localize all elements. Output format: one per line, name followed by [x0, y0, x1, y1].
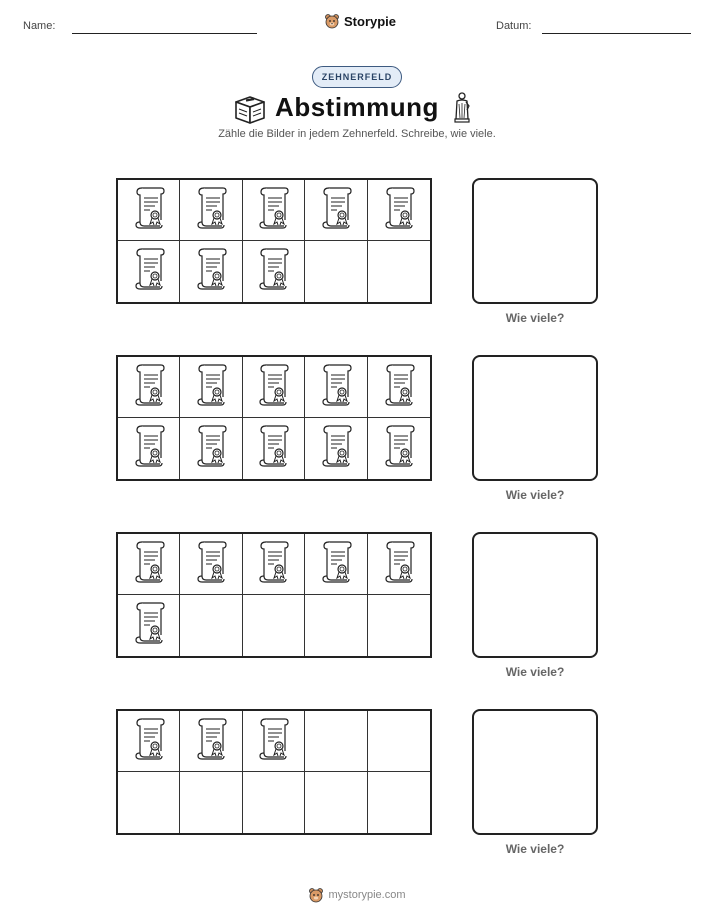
ten-frame-cell [368, 711, 430, 772]
bear-icon [324, 13, 340, 29]
scroll-certificate-icon [318, 363, 354, 412]
ten-frame-cell [180, 180, 242, 241]
ten-frame-cell [180, 772, 242, 833]
ten-frame-cell [368, 772, 430, 833]
ten-frame-cell [180, 711, 242, 772]
answer-box[interactable] [472, 178, 598, 304]
answer-box[interactable] [472, 709, 598, 835]
ten-frame-cell [368, 595, 430, 656]
ten-frame-cell [243, 711, 305, 772]
scroll-certificate-icon [381, 186, 417, 235]
scroll-certificate-icon [255, 186, 291, 235]
ten-frame-cell [305, 772, 367, 833]
ten-frame [116, 355, 432, 481]
scroll-certificate-icon [193, 424, 229, 473]
scroll-certificate-icon [318, 540, 354, 589]
ten-frame-cell [243, 357, 305, 418]
ten-frame-cell [118, 772, 180, 833]
scroll-certificate-icon [381, 363, 417, 412]
ten-frame-cell [243, 772, 305, 833]
ten-frame-cell [368, 418, 430, 479]
scroll-certificate-icon [255, 540, 291, 589]
scroll-certificate-icon [131, 363, 167, 412]
scroll-certificate-icon [318, 424, 354, 473]
ten-frame-cell [118, 241, 180, 302]
ten-frame-cell [180, 418, 242, 479]
ten-frame-cell [118, 534, 180, 595]
scroll-certificate-icon [193, 186, 229, 235]
ten-frame-cell [180, 595, 242, 656]
ten-frame-cell [118, 180, 180, 241]
title-row [0, 92, 714, 126]
scroll-certificate-icon [131, 601, 167, 650]
ten-frame-cell [305, 711, 367, 772]
scroll-certificate-icon [131, 424, 167, 473]
brand-name: Storypie [344, 13, 397, 29]
ten-frame-cell [305, 534, 367, 595]
scroll-certificate-icon [131, 540, 167, 589]
answer-label: Wie viele? [505, 311, 565, 325]
ten-frame [116, 178, 432, 304]
name-line[interactable] [72, 33, 257, 34]
scroll-certificate-icon [193, 717, 229, 766]
date-line[interactable] [542, 33, 691, 34]
ten-frame-cell [305, 241, 367, 302]
answer-label: Wie viele? [505, 665, 565, 679]
scroll-certificate-icon [131, 247, 167, 296]
ten-frame-cell [305, 418, 367, 479]
scroll-certificate-icon [381, 540, 417, 589]
bear-icon [308, 887, 324, 903]
ten-frame-cell [368, 534, 430, 595]
ten-frame-cell [368, 241, 430, 302]
ten-frame-cell [118, 711, 180, 772]
date-label: Datum: [496, 20, 532, 32]
scroll-certificate-icon [381, 424, 417, 473]
ten-frame-cell [180, 357, 242, 418]
page-title: Abstimmung [275, 92, 439, 122]
ten-frame-cell [368, 357, 430, 418]
statue-icon [452, 92, 472, 124]
answer-box[interactable] [472, 532, 598, 658]
name-label: Name: [23, 20, 56, 32]
ten-frame-cell [305, 595, 367, 656]
brand [324, 13, 396, 29]
ten-frame-cell [180, 534, 242, 595]
scroll-certificate-icon [131, 717, 167, 766]
footer [0, 887, 714, 903]
footer-url[interactable]: mystorypie.com [328, 889, 406, 901]
ten-frame-cell [243, 180, 305, 241]
ten-frame-cell [243, 595, 305, 656]
scroll-certificate-icon [318, 186, 354, 235]
scroll-certificate-icon [193, 540, 229, 589]
scroll-certificate-icon [255, 424, 291, 473]
ten-frame-cell [243, 241, 305, 302]
scroll-certificate-icon [131, 186, 167, 235]
ten-frame-cell [305, 357, 367, 418]
ten-frame-cell [118, 418, 180, 479]
ten-frame [116, 532, 432, 658]
ten-frame-cell [118, 595, 180, 656]
answer-label: Wie viele? [505, 488, 565, 502]
category-badge: ZEHNERFELD [312, 66, 402, 88]
ten-frame-cell [243, 534, 305, 595]
ten-frame-cell [180, 241, 242, 302]
scroll-certificate-icon [255, 363, 291, 412]
scroll-certificate-icon [255, 247, 291, 296]
ten-frame [116, 709, 432, 835]
scroll-certificate-icon [193, 363, 229, 412]
ten-frame-cell [118, 357, 180, 418]
scroll-certificate-icon [255, 717, 291, 766]
answer-box[interactable] [472, 355, 598, 481]
ten-frame-cell [368, 180, 430, 241]
ten-frame-cell [243, 418, 305, 479]
ten-frame-cell [305, 180, 367, 241]
answer-label: Wie viele? [505, 842, 565, 856]
scroll-certificate-icon [193, 247, 229, 296]
instructions: Zähle die Bilder in jedem Zehnerfeld. Schreibe, wie viele. [218, 128, 496, 140]
